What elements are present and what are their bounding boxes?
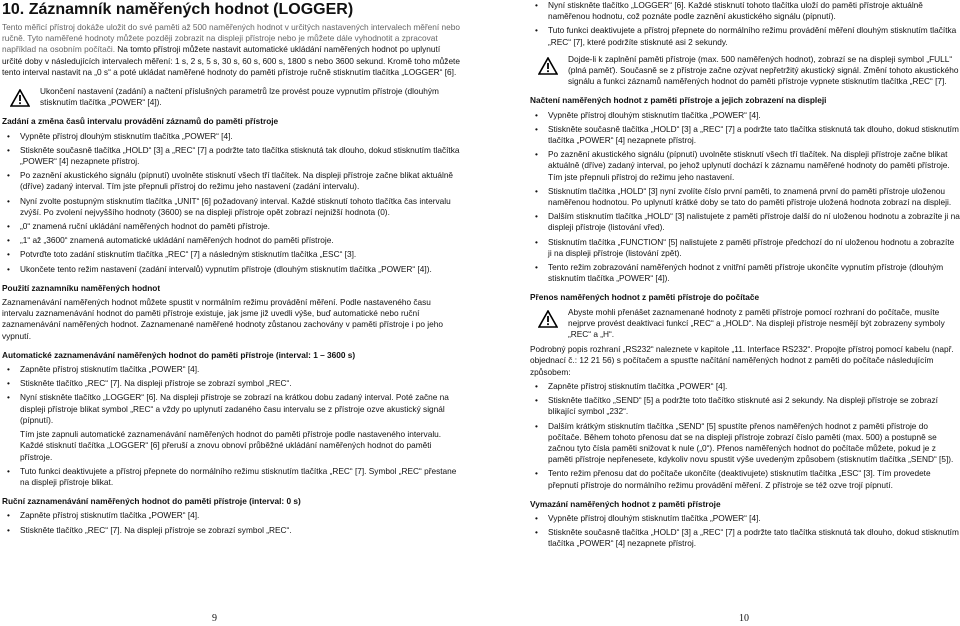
list-item: • Stisknutím tlačítka „FUNCTION“ [5] nalistujete z paměti přístroje předchozí do ní uloženou hodnotu a zobrazíte ji na displeji přístroje (listování zpět).	[530, 237, 960, 259]
warning-note	[530, 54, 960, 88]
instruction-list	[2, 510, 460, 535]
list-item: • Tento režim přenosu dat do počítače ukončíte (deaktivujete) stisknutím tlačítka „ESC“ [3]. Tím provedete přepnutí přístroje do normálního režimu provádění měření. Z přístroje se též ozve trojí pípnutí.	[530, 468, 960, 490]
list-item: • Stiskněte tlačítko „REC“ [7]. Na displeji přístroje se zobrazí symbol „REC“.	[2, 378, 460, 389]
instruction-list	[530, 0, 960, 48]
intro-text: Na tomto přístroji můžete nastavit automatické ukládání naměřených hodnot po uplynutí určité doby v následujících intervalech měření: 1 s, 2 s, 5 s, 30 s, 60 s, 600 s, 1800 s nebo 3600 sekund. Kromě toho můžete tento interval nastavit na „0 s“ a poté ukládat naměřené hodnoty do paměti přístroje ručně stisknutím tlačítka „LOGGER“ [6].	[2, 44, 460, 77]
section-heading: Načtení naměřených hodnot z paměti přístroje a jejich zobrazení na displeji	[530, 95, 827, 106]
list-item: • „0“ znamená ruční ukládání naměřených hodnot do paměti přístroje.	[2, 221, 460, 232]
section-heading: Přenos naměřených hodnot z paměti přístroje do počítače	[530, 292, 760, 303]
page-title: 10. Záznamník naměřených hodnot (LOGGER)	[2, 1, 354, 18]
instruction-list	[530, 381, 960, 491]
section-heading: Automatické zaznamenávání naměřených hodnot do paměti přístroje (interval: 1 – 3600 s)	[2, 349, 356, 360]
list-item: • Ukončete tento režim nastavení (zadání intervalů) vypnutím přístroje (dlouhým stisknutím tlačítka „POWER“ [4]).	[2, 264, 460, 275]
page-number-left: 9	[212, 613, 217, 624]
warning-text: Abyste mohli přenášet zaznamenané hodnoty z paměti přístroje pomocí rozhraní do počítače, musíte nejprve provést deaktivaci funkcí „REC“ a „HOLD“. Na displeji přístroje nesmějí být zobrazeny symboly „REC“ a „H“.	[568, 306, 945, 340]
list-item: • Stiskněte tlačítko „SEND“ [5] a podržte toto tlačítko stisknuté asi 2 sekundy. Na displeji přístroje se zobrazí blikající symbol „232“.	[530, 395, 960, 417]
instruction-list	[2, 131, 460, 275]
list-item: • Nyní stiskněte tlačítko „LOGGER“ [6]. Každé stisknutí tohoto tlačítka uloží do paměti přístroje aktuálně naměřenou hodnotu, což poznáte podle zaznění akustického signálu (pípnutí).	[530, 0, 960, 22]
list-item: • Tento režim zobrazování naměřených hodnot z vnitřní paměti přístroje ukončíte vypnutím přístroje (dlouhým stisknutím tlačítka „POWER“ [4]).	[530, 262, 960, 284]
list-item-note: Tím jste zapnuli automatické zaznamenávání naměřených hodnot do paměti přístroje podle nastaveného intervalu. Každé stisknutí tlačítka „LOGGER“ [6] přeruší a znovu obnoví průběžné ukládání naměřených hodnot do paměti přístroje.	[20, 429, 442, 462]
warning-text: Dojde-li k zaplnění paměti přístroje (max. 500 naměřených hodnot), zobrazí se na displeji symbol „FULL“ (plná paměť). Současně se z přístroje začne ozývat nepřetržitý akustický signál. Změní tohoto akustického signálu a funkci záznamů naměřených hodnot do paměti přístroje vypnete stisknutím tlačítka „REC“ [7].	[568, 53, 959, 87]
list-item: • Zapněte přístroj stisknutím tlačítka „POWER“ [4].	[530, 381, 960, 392]
paragraph: Zaznamenávání naměřených hodnot můžete spustit v normálním režimu provádění měření. Podle nastaveného času intervalu zaznamenávání hodnot do paměti přístroje existuje, jak jsme již uvedli výše, buď automatické nebo ruční zaznamenávání naměřených hodnot. Zaznamenané naměřené hodnoty zůstanou zachovány v paměti přístroje i po jeho vypnutí.	[2, 297, 443, 341]
list-item: • Tuto funkci deaktivujete a přístroj přepnete do normálního režimu provádění měření dlouhým stisknutím tlačítka „REC“ [7], které podržíte stisknuté asi 2 sekundy.	[530, 25, 960, 47]
list-item: • Nyní zvolte postupným stisknutím tlačítka „UNIT“ [6] požadovaný interval. Každé stisknutí tohoto tlačítka čas intervalu zvýší. Po zvolení nejvyššího hodnoty (3600) se na displeji přístroje opět zobrazí nejnižší hodnota (0).	[2, 196, 460, 218]
warning-note	[2, 86, 460, 108]
list-item: • Stisknutím tlačítka „HOLD“ [3] nyní zvolíte číslo první paměti, to znamená první do paměti přístroje uloženou naměřenou hodnotou. Po uplynutí krátké doby se tato do paměti přístroje uložená hodnota zobrazí na displeji.	[530, 186, 960, 208]
list-item: • „1“ až „3600“ znamená automatické ukládání naměřených hodnot do paměti přístroje.	[2, 235, 460, 246]
warning-icon	[538, 57, 558, 75]
section-heading: Zadání a změna časů intervalu provádění záznamů do paměti přístroje	[2, 116, 279, 127]
list-item: • Zapněte přístroj stisknutím tlačítka „POWER“ [4].	[2, 364, 460, 375]
intro-paragraph	[2, 22, 460, 78]
left-page	[2, 0, 460, 539]
warning-note	[530, 307, 960, 341]
list-item: • Stiskněte současně tlačítka „HOLD“ [3] a „REC“ [7] a podržte tato tlačítka stisknutá tak dlouho, dokud stisknutím tlačítka „POWER“ [4] nezapnete přístroj.	[530, 527, 960, 549]
warning-icon	[10, 89, 30, 107]
list-item: • Stiskněte současně tlačítka „HOLD“ [3] a „REC“ [7] a podržte tato tlačítka stisknutá tak dlouho, dokud stisknutím tlačítka „POWER“ [4] nezapnete přístroj.	[2, 145, 460, 167]
list-item: • Zapněte přístroj stisknutím tlačítka „POWER“ [4].	[2, 510, 460, 521]
list-item: • Nyní stiskněte tlačítko „LOGGER“ [6]. Na displeji přístroje se zobrazí na krátkou dobu zadaný interval. Poté začne na displeji přístroje blikat symbol „REC“ a vždy po uplynutí zadaného času intervalu se z přístroje ozve akustický signál (pípnutí).	[2, 392, 460, 426]
list-item: • Vypněte přístroj dlouhým stisknutím tlačítka „POWER“ [4].	[530, 110, 960, 121]
list-item: • Vypněte přístroj dlouhým stisknutím tlačítka „POWER“ [4].	[530, 513, 960, 524]
instruction-list	[2, 364, 460, 488]
list-item: • Potvrďte toto zadání stisknutím tlačítka „REC“ [7] a následným stisknutím tlačítka „ESC“ [3].	[2, 249, 460, 260]
list-item: • Dalším krátkým stisknutím tlačítka „SEND“ [5] spustíte přenos naměřených hodnot z paměti přístroje do počítače. Během tohoto přenosu dat se na displeji přístroje zobrazí číslo paměti (max. 500) a postupně se začnou tyto čísla paměti snižovat k nule („0“). Přenos naměřených hodnot do počítače můžete, pokud je z paměti přístroje nepřenesete, kdykoliv novu spustit výše uvedeným způsobem (stisknutím tlačítka „SEND“ [5]).	[530, 421, 960, 466]
intro-gray-text: Tento měřicí přístroj dokáže uložit do své paměti až 500 naměřených hodnot v určitých nastavených intervalech měření nebo ručně. Tyto naměřené hodnoty můžete později zobrazit na displeji přístroje nebo je můžete dále vyhodnotit a zpracovat například na osobním počítači.	[2, 22, 460, 55]
section-heading: Použití zaznamníku naměřených hodnot	[2, 282, 161, 293]
instruction-list	[530, 110, 960, 285]
section-heading: Ruční zaznamenávání naměřených hodnot do paměti přístroje (interval: 0 s)	[2, 496, 301, 507]
list-item: • Stiskněte tlačítko „REC“ [7]. Na displeji přístroje se zobrazí symbol „REC“.	[2, 525, 460, 536]
right-page	[530, 0, 960, 553]
list-item: • Tuto funkci deaktivujete a přístroj přepnete do normálního režimu stisknutím tlačítka „REC“ [7]. Symbol „REC“ přestane na displeji přístroje blikat.	[2, 466, 460, 488]
warning-text: Ukončení nastavení (zadání) a načtení příslušných parametrů lze provést pouze vypnutím přístroje (dlouhým stisknutím tlačítka „POWER“ [4]).	[40, 86, 439, 108]
page-number-right: 10	[739, 613, 749, 624]
warning-icon	[538, 310, 558, 328]
list-item: • Stiskněte současně tlačítka „HOLD“ [3] a „REC“ [7] a podržte tato tlačítka stisknutá tak dlouho, dokud stisknutím tlačítka „POWER“ [4] nezapnete přístroj.	[530, 124, 960, 146]
list-item: • Dalším stisknutím tlačítka „HOLD“ [3] nalistujete z paměti přístroje další do ní uloženou hodnotu a zobrazíte ji na displeji přístroje (listování vřed).	[530, 211, 960, 233]
section-heading: Vymazání naměřených hodnot z paměti přístroje	[530, 498, 721, 509]
instruction-list	[530, 513, 960, 550]
list-item: • Po zaznění akustického signálu (pípnutí) uvolněte stisknutí všech tří tlačítek. Na displeji přístroje začne blikat aktuálně (dříve) zadaný interval, po jehož uplynutí dochází k záznamu naměřené hodnoty do paměti přístroje. Tím jste přepnuli přístroj do režimu jeho nastavení.	[530, 149, 960, 183]
paragraph: Podrobný popis rozhraní „RS232“ naleznete v kapitole „11. Interface RS232“. Propojte přístroj pomocí kabelu (např. objednací č.: 12 21 56) s počítačem a spusťte načítání naměřených hodnot z paměti do počítače následujícím způsobem:	[530, 344, 954, 377]
list-item: • Vypněte přístroj dlouhým stisknutím tlačítka „POWER“ [4].	[2, 131, 460, 142]
list-item: • Po zaznění akustického signálu (pípnutí) uvolněte stisknutí všech tří tlačítek. Na displeji přístroje začne blikat aktuálně (dříve) zadaný interval. Tím jste přepnuli přístroj do režimu jeho nastavení (zadání intervalu).	[2, 170, 460, 192]
